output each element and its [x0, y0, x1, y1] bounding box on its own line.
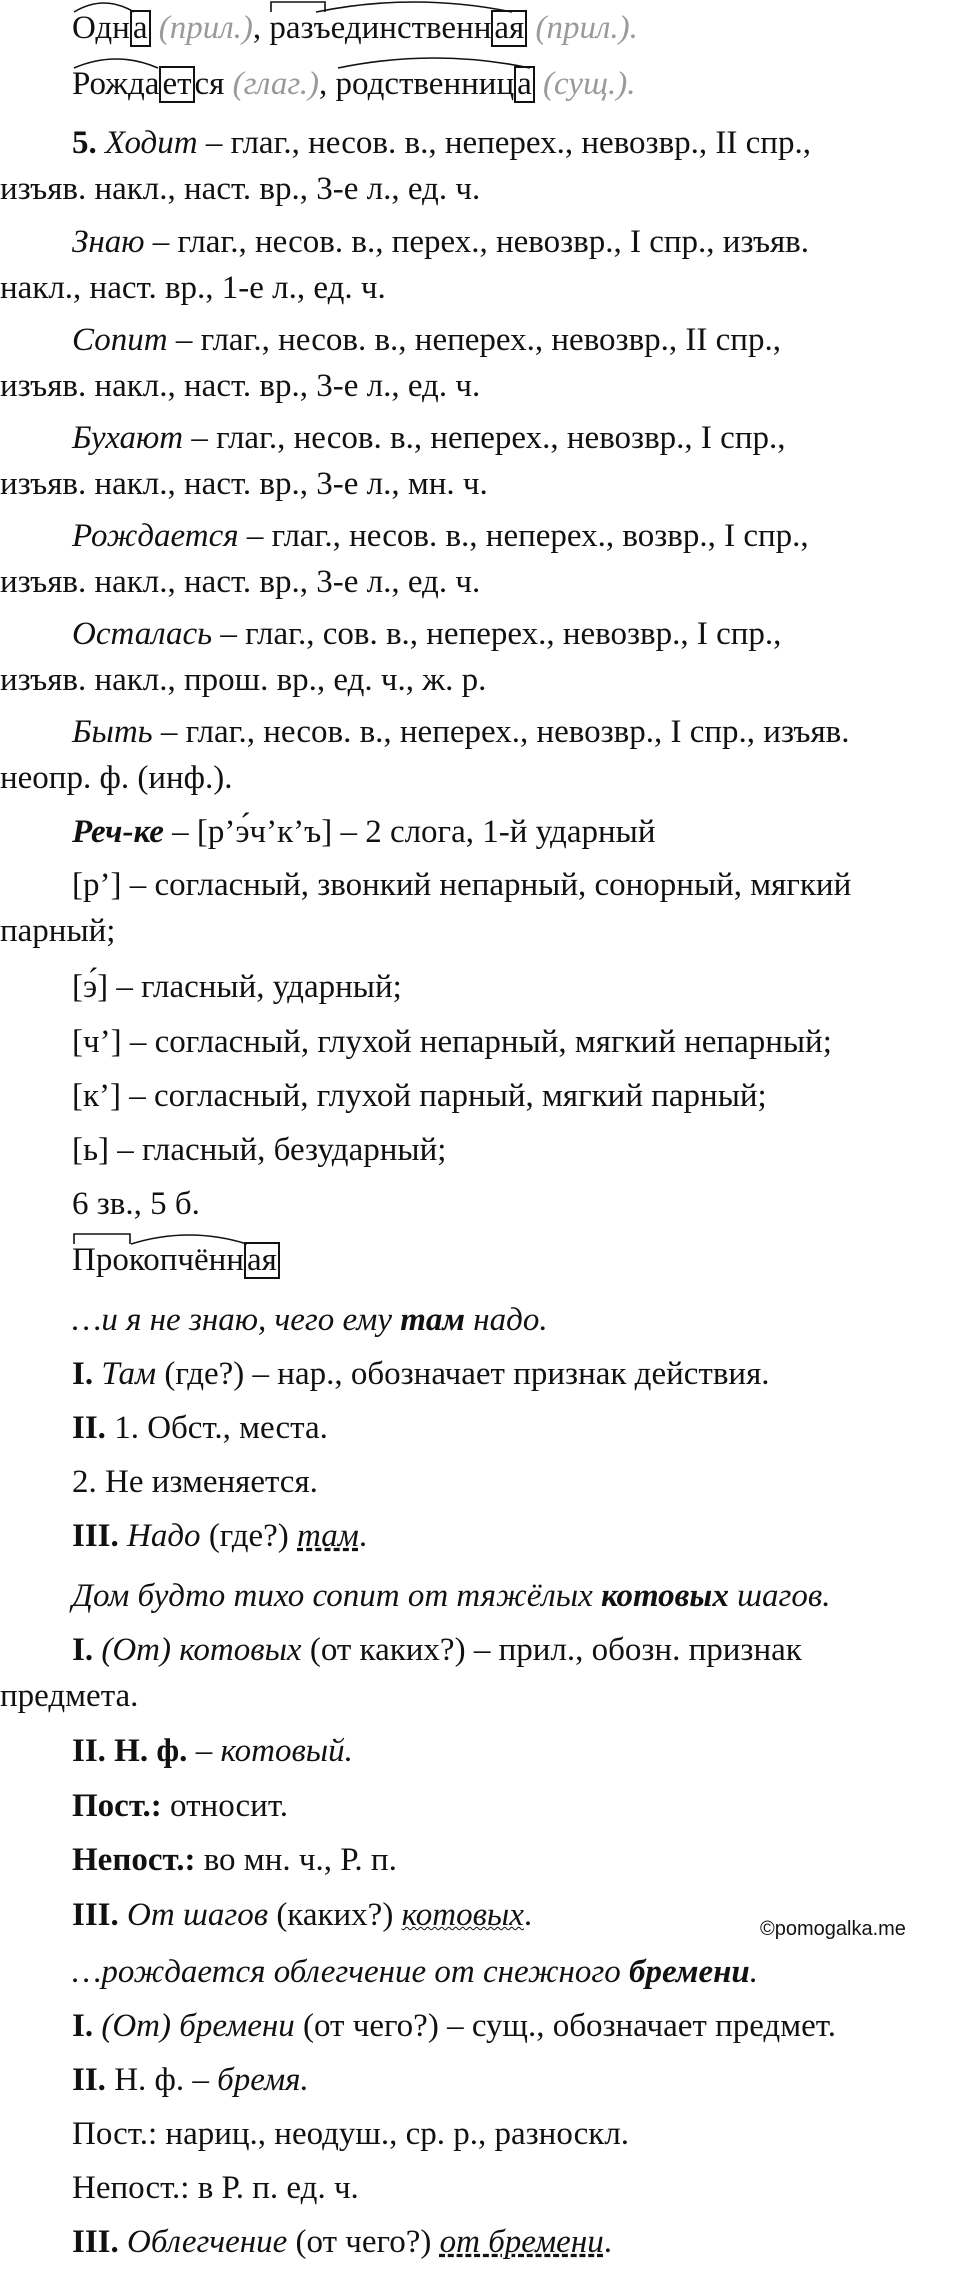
phonetic-sound-line: парный;: [0, 913, 116, 949]
phonetic-sound-line: [ч’] – согласный, глухой непарный, мягкий непарный;: [72, 1024, 832, 1060]
analysis-line: Непост.: в Р. п. ед. ч.: [72, 2170, 359, 2206]
analysis-line: III. Облегчение (от чего?) от бремени.: [72, 2224, 612, 2260]
analysis-line: Пост.: нариц., неодуш., ср. р., разноскл.: [72, 2116, 630, 2152]
ending-box: ая: [491, 10, 527, 47]
verb-analysis-line: накл., наст. вр., 1-е л., ед. ч.: [0, 270, 386, 306]
verb-analysis-line: Знаю – глаг., несов. в., перех., невозвр., I спр., изъяв.: [72, 224, 810, 260]
verb-analysis-line: Осталась – глаг., сов. в., неперех., невозвр., I спр.,: [72, 616, 782, 652]
analysis-line: предмета.: [0, 1678, 139, 1714]
phonetic-heading: Реч-ке – [р’э́ч’к’ъ] – 2 слога, 1-й ударный: [72, 814, 656, 850]
word-prokopchennaya: Про копчённая: [72, 1242, 280, 1279]
analysis-line: II. Н. ф. – бремя.: [72, 2062, 309, 2098]
word-razedinstvennaya: раз ъединственная: [269, 10, 527, 47]
verb-analysis-line: Быть – глаг., несов. в., неперех., невозвр., I спр., изъяв.: [72, 714, 850, 750]
analysis-line: III. Надо (где?) там.: [72, 1518, 368, 1554]
phonetic-total: 6 зв., 5 б.: [72, 1186, 200, 1222]
ending-box: ет: [159, 66, 194, 103]
verb-analysis-line: Рождается – глаг., несов. в., неперех., возвр., I спр.,: [72, 518, 809, 554]
word-odna: Одна: [72, 10, 151, 47]
watermark: ©pomogalka.me: [760, 1918, 906, 1940]
analysis-line: II. 1. Обст., места.: [72, 1410, 328, 1446]
analysis-line: I. (От) бремени (от чего?) – сущ., обозначает предмет.: [72, 2008, 836, 2044]
verb-analysis-line: изъяв. накл., наст. вр., 3-е л., мн. ч.: [0, 466, 488, 502]
verb-analysis-line: изъяв. накл., наст. вр., 3-е л., ед. ч.: [0, 171, 481, 207]
analysis-line: Непост.: во мн. ч., Р. п.: [72, 1842, 397, 1878]
verb-analysis-line: изъяв. накл., прош. вр., ед. ч., ж. р.: [0, 662, 487, 698]
example-sentence: …рождается облегчение от снежного бремени.: [72, 1954, 759, 1990]
ending-box: ая: [244, 1242, 280, 1279]
verb-analysis-line: 5. Ходит – глаг., несов. в., неперех., невозвр., II спр.,: [72, 125, 811, 161]
phonetic-sound-line: [ь] – гласный, безударный;: [72, 1132, 447, 1168]
verb-analysis-line: Сопит – глаг., несов. в., неперех., невозвр., II спр.,: [72, 322, 781, 358]
analysis-line: I. Там (где?) – нар., обозначает признак действия.: [72, 1356, 770, 1392]
analysis-line: II. Н. ф. – котовый.: [72, 1733, 353, 1769]
analysis-line: I. (От) котовых (от каких?) – прил., обозн. признак: [72, 1632, 802, 1668]
analysis-line: III. От шагов (каких?) котовых.: [72, 1897, 533, 1933]
ending-box: а: [130, 10, 151, 47]
phonetic-sound-line: [р’] – согласный, звонкий непарный, сонорный, мягкий: [72, 867, 852, 903]
word-rodstvennitsa: родственница: [336, 66, 535, 103]
example-sentence: Дом будто тихо сопит от тяжёлых котовых шагов.: [72, 1578, 831, 1614]
analysis-line: 2. Не изменяется.: [72, 1464, 318, 1500]
word-rozhdaetsya: Рождается: [72, 66, 224, 103]
verb-analysis-line: изъяв. накл., наст. вр., 3-е л., ед. ч.: [0, 368, 481, 404]
morphemic-parse-line-3: [72, 1242, 280, 1279]
example-sentence: …и я не знаю, чего ему там надо.: [72, 1302, 548, 1338]
verb-analysis-line: неопр. ф. (инф.).: [0, 760, 233, 796]
verb-analysis-line: изъяв. накл., наст. вр., 3-е л., ед. ч.: [0, 564, 481, 600]
verb-analysis-line: Бухают – глаг., несов. в., неперех., невозвр., I спр.,: [72, 420, 786, 456]
phonetic-sound-line: [э́] – гласный, ударный;: [72, 969, 402, 1005]
ending-box: а: [514, 66, 535, 103]
morphemic-parse-line-2: Рождается (глаг.), родственница (сущ.).: [72, 66, 635, 103]
morphemic-parse-line-1: Одна (прил.), раз ъединственная (прил.).: [72, 10, 638, 47]
phonetic-sound-line: [к’] – согласный, глухой парный, мягкий парный;: [72, 1078, 767, 1114]
analysis-line: Пост.: относит.: [72, 1788, 289, 1824]
